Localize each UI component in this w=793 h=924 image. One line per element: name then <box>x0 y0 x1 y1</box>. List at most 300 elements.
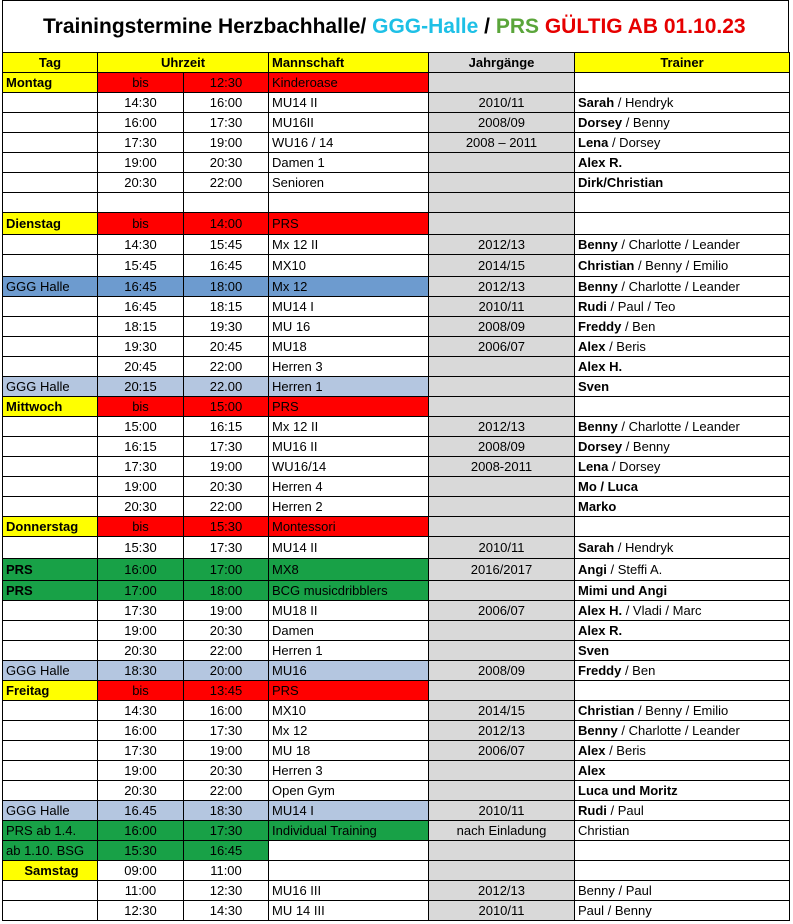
table-row <box>3 701 790 721</box>
trainer-secondary: / Charlotte / Leander <box>617 723 740 738</box>
cell-bis: 16:00 <box>184 93 269 113</box>
cell-tag <box>3 641 98 661</box>
cell-bis: 22.00 <box>184 377 269 397</box>
cell-bis: 20:30 <box>184 761 269 781</box>
cell-bis: 14:30 <box>184 901 269 921</box>
trainer-primary: Dirk/Christian <box>578 175 664 190</box>
cell-bis: 17:30 <box>184 537 269 559</box>
cell-trainer <box>575 213 790 235</box>
trainer-primary: Mimi und Angi <box>578 583 668 598</box>
table-row <box>3 255 790 277</box>
trainer-primary: Alex <box>578 763 606 778</box>
header-trainer: Trainer <box>575 53 790 73</box>
cell-tag <box>3 701 98 721</box>
cell-bis: 20:00 <box>184 661 269 681</box>
cell-jahrgang: 2006/07 <box>429 601 575 621</box>
cell-team: PRS <box>269 681 429 701</box>
cell-bis <box>184 193 269 213</box>
cell-team <box>269 193 429 213</box>
cell-team: MU 16 <box>269 317 429 337</box>
cell-bis: 16:45 <box>184 841 269 861</box>
trainer-secondary: Paul / Benny <box>578 903 652 918</box>
cell-von: 20:30 <box>98 641 184 661</box>
cell-team: Montessori <box>269 517 429 537</box>
trainer-secondary: / Beris <box>605 743 646 758</box>
cell-jahrgang: 2006/07 <box>429 741 575 761</box>
table-row <box>3 761 790 781</box>
cell-von: 20:30 <box>98 781 184 801</box>
table-row <box>3 317 790 337</box>
trainer-secondary: / Ben <box>621 663 656 678</box>
cell-jahrgang: 2012/13 <box>429 721 575 741</box>
cell-jahrgang: 2012/13 <box>429 235 575 255</box>
trainer-secondary: / Dorsey <box>608 459 661 474</box>
cell-jahrgang <box>429 517 575 537</box>
cell-bis: 14:00 <box>184 213 269 235</box>
cell-jahrgang: 2008/09 <box>429 317 575 337</box>
cell-team: MU14 II <box>269 93 429 113</box>
table-row <box>3 377 790 397</box>
cell-tag: Dienstag <box>3 213 98 235</box>
cell-von: 16:00 <box>98 559 184 581</box>
cell-jahrgang <box>429 841 575 861</box>
cell-tag: Mittwoch <box>3 397 98 417</box>
cell-trainer <box>575 601 790 621</box>
title-valid: GÜLTIG AB 01.10.23 <box>544 15 746 38</box>
cell-tag <box>3 337 98 357</box>
cell-trainer <box>575 641 790 661</box>
trainer-primary: Alex R. <box>578 155 623 170</box>
cell-tag <box>3 721 98 741</box>
table-row <box>3 337 790 357</box>
cell-von: 15:30 <box>98 841 184 861</box>
cell-bis: 18:15 <box>184 297 269 317</box>
cell-tag <box>3 417 98 437</box>
cell-team: Mx 12 II <box>269 235 429 255</box>
cell-trainer <box>575 537 790 559</box>
cell-team: Mx 12 <box>269 721 429 741</box>
cell-trainer <box>575 821 790 841</box>
cell-bis: 22:00 <box>184 357 269 377</box>
cell-team <box>269 841 429 861</box>
cell-team: MX10 <box>269 701 429 721</box>
cell-jahrgang: 2008/09 <box>429 661 575 681</box>
cell-jahrgang: 2008/09 <box>429 113 575 133</box>
cell-trainer <box>575 317 790 337</box>
cell-jahrgang: 2006/07 <box>429 337 575 357</box>
cell-tag <box>3 537 98 559</box>
table-row <box>3 133 790 153</box>
cell-bis: 18:30 <box>184 801 269 821</box>
cell-jahrgang <box>429 213 575 235</box>
trainer-primary: Sven <box>578 379 610 394</box>
trainer-secondary: / Dorsey <box>608 135 661 150</box>
cell-von: 09:00 <box>98 861 184 881</box>
table-row <box>3 821 790 841</box>
cell-trainer <box>575 93 790 113</box>
cell-jahrgang: 2016/2017 <box>429 559 575 581</box>
cell-tag <box>3 235 98 255</box>
trainer-secondary: / Charlotte / Leander <box>617 419 740 434</box>
cell-von: 18:30 <box>98 661 184 681</box>
cell-tag <box>3 601 98 621</box>
trainer-primary: Mo / Luca <box>578 479 638 494</box>
cell-team: MU14 I <box>269 297 429 317</box>
cell-trainer <box>575 681 790 701</box>
trainer-primary: Angi <box>578 562 607 577</box>
trainer-primary: Benny <box>578 279 618 294</box>
cell-jahrgang: 2008/09 <box>429 437 575 457</box>
cell-jahrgang <box>429 761 575 781</box>
cell-bis: 20:30 <box>184 621 269 641</box>
cell-trainer <box>575 397 790 417</box>
schedule-table <box>2 52 790 921</box>
cell-bis: 19:00 <box>184 133 269 153</box>
cell-jahrgang <box>429 581 575 601</box>
cell-jahrgang <box>429 861 575 881</box>
cell-team: MU18 II <box>269 601 429 621</box>
table-row <box>3 861 790 881</box>
cell-trainer <box>575 173 790 193</box>
cell-tag: PRS <box>3 581 98 601</box>
trainer-primary: Benny <box>578 419 618 434</box>
cell-jahrgang <box>429 621 575 641</box>
cell-von: 12:30 <box>98 901 184 921</box>
cell-team: PRS <box>269 213 429 235</box>
cell-team: Herren 3 <box>269 357 429 377</box>
cell-trainer <box>575 517 790 537</box>
cell-team: Senioren <box>269 173 429 193</box>
table-row <box>3 721 790 741</box>
cell-jahrgang <box>429 497 575 517</box>
cell-bis: 17:00 <box>184 559 269 581</box>
cell-jahrgang: 2012/13 <box>429 417 575 437</box>
cell-tag: PRS <box>3 559 98 581</box>
cell-trainer <box>575 437 790 457</box>
table-row <box>3 173 790 193</box>
cell-jahrgang: 2010/11 <box>429 297 575 317</box>
cell-team: Herren 3 <box>269 761 429 781</box>
cell-tag <box>3 113 98 133</box>
cell-bis: 17:30 <box>184 437 269 457</box>
table-row <box>3 641 790 661</box>
cell-trainer <box>575 801 790 821</box>
cell-team: BCG musicdribblers <box>269 581 429 601</box>
cell-jahrgang: 2010/11 <box>429 537 575 559</box>
cell-von: 20:15 <box>98 377 184 397</box>
cell-bis: 15:45 <box>184 235 269 255</box>
trainer-primary: Sven <box>578 643 610 658</box>
cell-trainer <box>575 559 790 581</box>
cell-trainer <box>575 781 790 801</box>
cell-trainer <box>575 377 790 397</box>
cell-von: 16:45 <box>98 277 184 297</box>
cell-bis: 17:30 <box>184 721 269 741</box>
trainer-secondary: Christian <box>578 823 630 838</box>
cell-tag <box>3 457 98 477</box>
cell-von: 14:30 <box>98 93 184 113</box>
cell-tag: GGG Halle <box>3 277 98 297</box>
cell-tag: PRS ab 1.4. <box>3 821 98 841</box>
cell-von: 16:00 <box>98 821 184 841</box>
trainer-primary: Alex H. <box>578 359 623 374</box>
cell-trainer <box>575 113 790 133</box>
trainer-primary: Freddy <box>578 663 622 678</box>
cell-tag <box>3 297 98 317</box>
cell-tag: Montag <box>3 73 98 93</box>
cell-tag <box>3 741 98 761</box>
cell-team: Mx 12 II <box>269 417 429 437</box>
cell-trainer <box>575 761 790 781</box>
trainer-secondary: / Paul / Teo <box>606 299 676 314</box>
cell-von: 15:30 <box>98 537 184 559</box>
cell-jahrgang: 2008 – 2011 <box>429 133 575 153</box>
cell-trainer <box>575 255 790 277</box>
cell-von: 17:30 <box>98 741 184 761</box>
header-tag: Tag <box>3 53 98 73</box>
cell-tag <box>3 761 98 781</box>
cell-jahrgang <box>429 377 575 397</box>
trainer-primary: Sarah <box>578 95 615 110</box>
cell-team: Mx 12 <box>269 277 429 297</box>
cell-bis: 19:30 <box>184 317 269 337</box>
cell-von: 18:15 <box>98 317 184 337</box>
table-header <box>3 53 790 73</box>
cell-team: Herren 1 <box>269 377 429 397</box>
table-row <box>3 781 790 801</box>
cell-team: Herren 1 <box>269 641 429 661</box>
table-row <box>3 73 790 93</box>
cell-team: MX8 <box>269 559 429 581</box>
cell-team: Individual Training <box>269 821 429 841</box>
cell-bis: 17:30 <box>184 821 269 841</box>
cell-von: 17:30 <box>98 457 184 477</box>
cell-tag: GGG Halle <box>3 801 98 821</box>
cell-team: MU14 I <box>269 801 429 821</box>
cell-trainer <box>575 193 790 213</box>
cell-team: PRS <box>269 397 429 417</box>
cell-team: MU16 II <box>269 437 429 457</box>
trainer-primary: Alex R. <box>578 623 623 638</box>
trainer-secondary: / Ben <box>621 319 656 334</box>
cell-von: 19:00 <box>98 621 184 641</box>
cell-trainer <box>575 297 790 317</box>
trainer-secondary: / Hendryk <box>614 95 674 110</box>
cell-trainer <box>575 861 790 881</box>
cell-tag: ab 1.10. BSG <box>3 841 98 861</box>
table-row <box>3 559 790 581</box>
title-sep: / <box>478 15 496 38</box>
trainer-primary: Christian <box>578 258 635 273</box>
cell-jahrgang <box>429 477 575 497</box>
cell-tag: GGG Halle <box>3 661 98 681</box>
cell-tag: Donnerstag <box>3 517 98 537</box>
cell-trainer <box>575 841 790 861</box>
cell-tag <box>3 497 98 517</box>
cell-von: 17:30 <box>98 133 184 153</box>
cell-trainer <box>575 581 790 601</box>
table-row <box>3 581 790 601</box>
cell-bis: 22:00 <box>184 641 269 661</box>
cell-jahrgang <box>429 73 575 93</box>
table-row <box>3 517 790 537</box>
cell-trainer <box>575 721 790 741</box>
table-row <box>3 621 790 641</box>
table-row <box>3 801 790 821</box>
cell-von: bis <box>98 213 184 235</box>
cell-tag <box>3 317 98 337</box>
cell-tag: Samstag <box>3 861 98 881</box>
trainer-secondary: / Hendryk <box>614 540 674 555</box>
cell-von: 14:30 <box>98 701 184 721</box>
trainer-primary: Lena <box>578 459 609 474</box>
table-row <box>3 417 790 437</box>
cell-tag <box>3 881 98 901</box>
cell-team: MU 14 III <box>269 901 429 921</box>
header-jahrgaenge: Jahrgänge <box>429 53 575 73</box>
cell-team: MX10 <box>269 255 429 277</box>
table-row <box>3 437 790 457</box>
cell-trainer <box>575 881 790 901</box>
cell-bis: 12:30 <box>184 881 269 901</box>
trainer-secondary: / Charlotte / Leander <box>617 279 740 294</box>
cell-team: Kinderoase <box>269 73 429 93</box>
cell-bis: 19:00 <box>184 601 269 621</box>
cell-team: MU14 II <box>269 537 429 559</box>
trainer-primary: Lena <box>578 135 609 150</box>
trainer-primary: Alex H. <box>578 603 623 618</box>
title-ggg: GGG-Halle <box>372 15 479 38</box>
cell-jahrgang <box>429 357 575 377</box>
cell-jahrgang: 2008-2011 <box>429 457 575 477</box>
cell-trainer <box>575 133 790 153</box>
table-row <box>3 153 790 173</box>
cell-jahrgang: 2010/11 <box>429 901 575 921</box>
cell-von: 16:45 <box>98 297 184 317</box>
cell-team: Herren 4 <box>269 477 429 497</box>
page-title <box>2 0 789 52</box>
cell-jahrgang <box>429 397 575 417</box>
cell-bis: 22:00 <box>184 497 269 517</box>
trainer-secondary: / Benny / Emilio <box>634 703 729 718</box>
cell-trainer <box>575 457 790 477</box>
cell-trainer <box>575 417 790 437</box>
cell-team: Damen 1 <box>269 153 429 173</box>
cell-trainer <box>575 497 790 517</box>
cell-jahrgang <box>429 641 575 661</box>
trainer-secondary: / Charlotte / Leander <box>617 237 740 252</box>
cell-von: bis <box>98 397 184 417</box>
cell-bis: 20:45 <box>184 337 269 357</box>
cell-bis: 12:30 <box>184 73 269 93</box>
cell-team: MU16 <box>269 661 429 681</box>
cell-von: 16:15 <box>98 437 184 457</box>
trainer-primary: Alex <box>578 743 606 758</box>
cell-trainer <box>575 337 790 357</box>
cell-team: MU18 <box>269 337 429 357</box>
table-row <box>3 297 790 317</box>
cell-jahrgang: nach Einladung <box>429 821 575 841</box>
cell-von <box>98 193 184 213</box>
cell-trainer <box>575 661 790 681</box>
cell-von: 15:00 <box>98 417 184 437</box>
cell-team: MU16 III <box>269 881 429 901</box>
trainer-secondary: / Benny <box>622 115 670 130</box>
trainer-primary: Freddy <box>578 319 622 334</box>
trainer-primary: Rudi <box>578 803 607 818</box>
trainer-primary: Dorsey <box>578 115 623 130</box>
table-row <box>3 193 790 213</box>
cell-bis: 18:00 <box>184 581 269 601</box>
cell-team: Damen <box>269 621 429 641</box>
schedule-sheet <box>2 0 789 921</box>
cell-team: MU 18 <box>269 741 429 761</box>
trainer-secondary: / Benny / Emilio <box>634 258 729 273</box>
trainer-primary: Alex <box>578 339 606 354</box>
cell-tag <box>3 621 98 641</box>
cell-tag: GGG Halle <box>3 377 98 397</box>
cell-team: Herren 2 <box>269 497 429 517</box>
cell-von: 16.45 <box>98 801 184 821</box>
cell-bis: 16:45 <box>184 255 269 277</box>
cell-jahrgang <box>429 153 575 173</box>
cell-jahrgang: 2014/15 <box>429 701 575 721</box>
cell-team: WU16 / 14 <box>269 133 429 153</box>
cell-von: 20:30 <box>98 173 184 193</box>
table-row <box>3 457 790 477</box>
cell-von: 17:30 <box>98 601 184 621</box>
cell-bis: 19:00 <box>184 741 269 761</box>
cell-tag <box>3 173 98 193</box>
cell-bis: 18:00 <box>184 277 269 297</box>
cell-trainer <box>575 357 790 377</box>
cell-jahrgang <box>429 681 575 701</box>
trainer-secondary: / Vladi / Marc <box>622 603 702 618</box>
table-row <box>3 681 790 701</box>
cell-von: 19:00 <box>98 153 184 173</box>
cell-trainer <box>575 235 790 255</box>
cell-tag <box>3 357 98 377</box>
cell-trainer <box>575 741 790 761</box>
cell-bis: 20:30 <box>184 477 269 497</box>
trainer-secondary: / Paul <box>606 803 644 818</box>
cell-von: bis <box>98 517 184 537</box>
trainer-primary: Sarah <box>578 540 615 555</box>
trainer-primary: Marko <box>578 499 617 514</box>
trainer-secondary: / Steffi A. <box>606 562 663 577</box>
cell-tag <box>3 93 98 113</box>
cell-trainer <box>575 73 790 93</box>
cell-tag <box>3 133 98 153</box>
cell-von: 19:00 <box>98 477 184 497</box>
trainer-secondary: Benny / Paul <box>578 883 652 898</box>
trainer-primary: Benny <box>578 237 618 252</box>
cell-tag <box>3 477 98 497</box>
cell-bis: 15:30 <box>184 517 269 537</box>
cell-trainer <box>575 277 790 297</box>
cell-von: 19:00 <box>98 761 184 781</box>
table-row <box>3 901 790 921</box>
cell-bis: 17:30 <box>184 113 269 133</box>
table-row <box>3 213 790 235</box>
cell-von: 14:30 <box>98 235 184 255</box>
cell-tag <box>3 437 98 457</box>
cell-team: WU16/14 <box>269 457 429 477</box>
cell-von: bis <box>98 73 184 93</box>
trainer-secondary: / Benny <box>622 439 670 454</box>
cell-jahrgang: 2012/13 <box>429 881 575 901</box>
cell-jahrgang: 2010/11 <box>429 801 575 821</box>
